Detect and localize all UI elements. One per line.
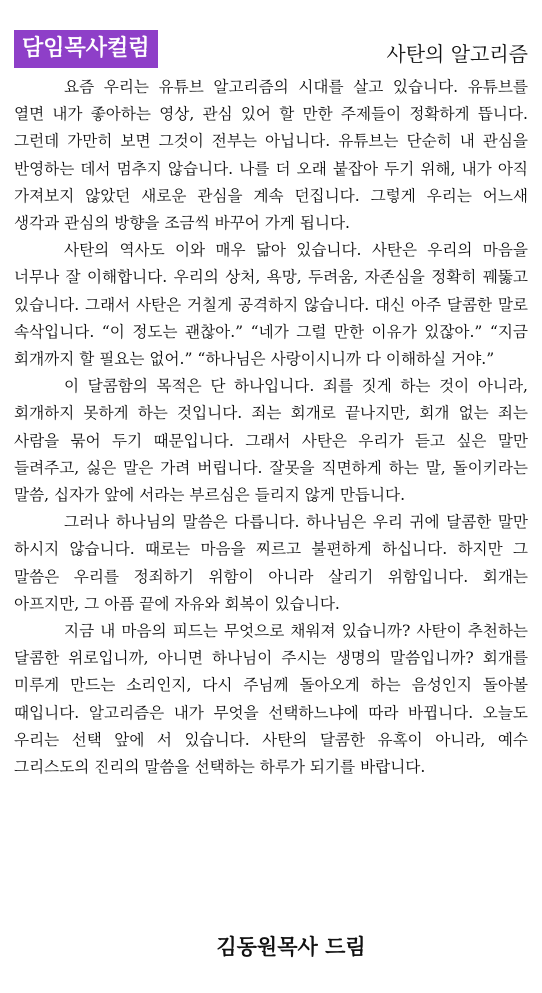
- column-category-badge: 담임목사컬럼: [14, 30, 158, 68]
- paragraph: 그러나 하나님의 말씀은 다릅니다. 하나님은 우리 귀에 달콤한 말만 하시지 않습니다. 때로는 마음을 찌르고 불편하게 하십니다. 하지만 그 말씀은 우리를 정죄하기 위함이 아니라 살리기 위함입니다. 회개는 아프지만, 그 아픔 끝에 자유와 회복이 있습니다.: [14, 513, 528, 613]
- paragraph: 이 달콤함의 목적은 단 하나입니다. 죄를 짓게 하는 것이 아니라, 회개하지 못하게 하는 것입니다. 죄는 회개로 끝나지만, 회개 없는 죄는 사람을 묶어 두기 때문입니다. 그래서 사탄은 우리가 듣고 싶은 말만 들려주고, 싫은 말은 가려 버립니다. 잘못을 직면하게 하는 말, 돌이키라는 말씀, 십자가 앞에 서라는 부르심은 들리지 않게 만듭니다.: [14, 377, 528, 505]
- column-body: [14, 74, 528, 781]
- author-signature: 김동원목사 드림: [216, 934, 366, 959]
- paragraph: 사탄의 역사도 이와 매우 닮아 있습니다. 사탄은 우리의 마음을 너무나 잘 이해합니다. 우리의 상처, 욕망, 두려움, 자존심을 정확히 꿰뚫고 있습니다. 그래서 사탄은 거칠게 공격하지 않습니다. 대신 아주 달콤한 말로 속삭입니다. “이 정도는 괜찮아.” “네가 그럴 만한 이유가 있잖아.” “지금 회개까지 할 필요는 없어.” “하나님은 사랑이시니까 다 이해하실 거야.”: [14, 241, 528, 369]
- paragraph: 요즘 우리는 유튜브 알고리즘의 시대를 살고 있습니다. 유튜브를 열면 내가 좋아하는 영상, 관심 있어 할 만한 주제들이 정확하게 뜹니다. 그런데 가만히 보면 그것이 전부는 아닙니다. 유튜브는 단순히 내 관심을 반영하는 데서 멈추지 않습니다. 나를 더 오래 붙잡아 두기 위해, 내가 아직 가져보지 않았던 새로운 관심을 계속 던집니다. 그렇게 우리는 어느새 생각과 관심의 방향을 조금씩 바꾸어 가게 됩니다.: [14, 78, 528, 233]
- paragraph: 지금 내 마음의 피드는 무엇으로 채워져 있습니까? 사탄이 추천하는 달콤한 위로입니까, 아니면 하나님이 주시는 생명의 말씀입니까? 회개를 미루게 만드는 소리인지, 다시 주님께 돌아오게 하는 음성인지 돌아볼 때입니다. 알고리즘은 내가 무엇을 선택하느냐에 따라 바뀝니다. 오늘도 우리는 선택 앞에 서 있습니다. 사탄의 달콤한 유혹이 아니라, 예수 그리스도의 진리의 말씀을 선택하는 하루가 되기를 바랍니다.: [14, 622, 528, 777]
- column-title: 사탄의 알고리즘: [386, 42, 528, 66]
